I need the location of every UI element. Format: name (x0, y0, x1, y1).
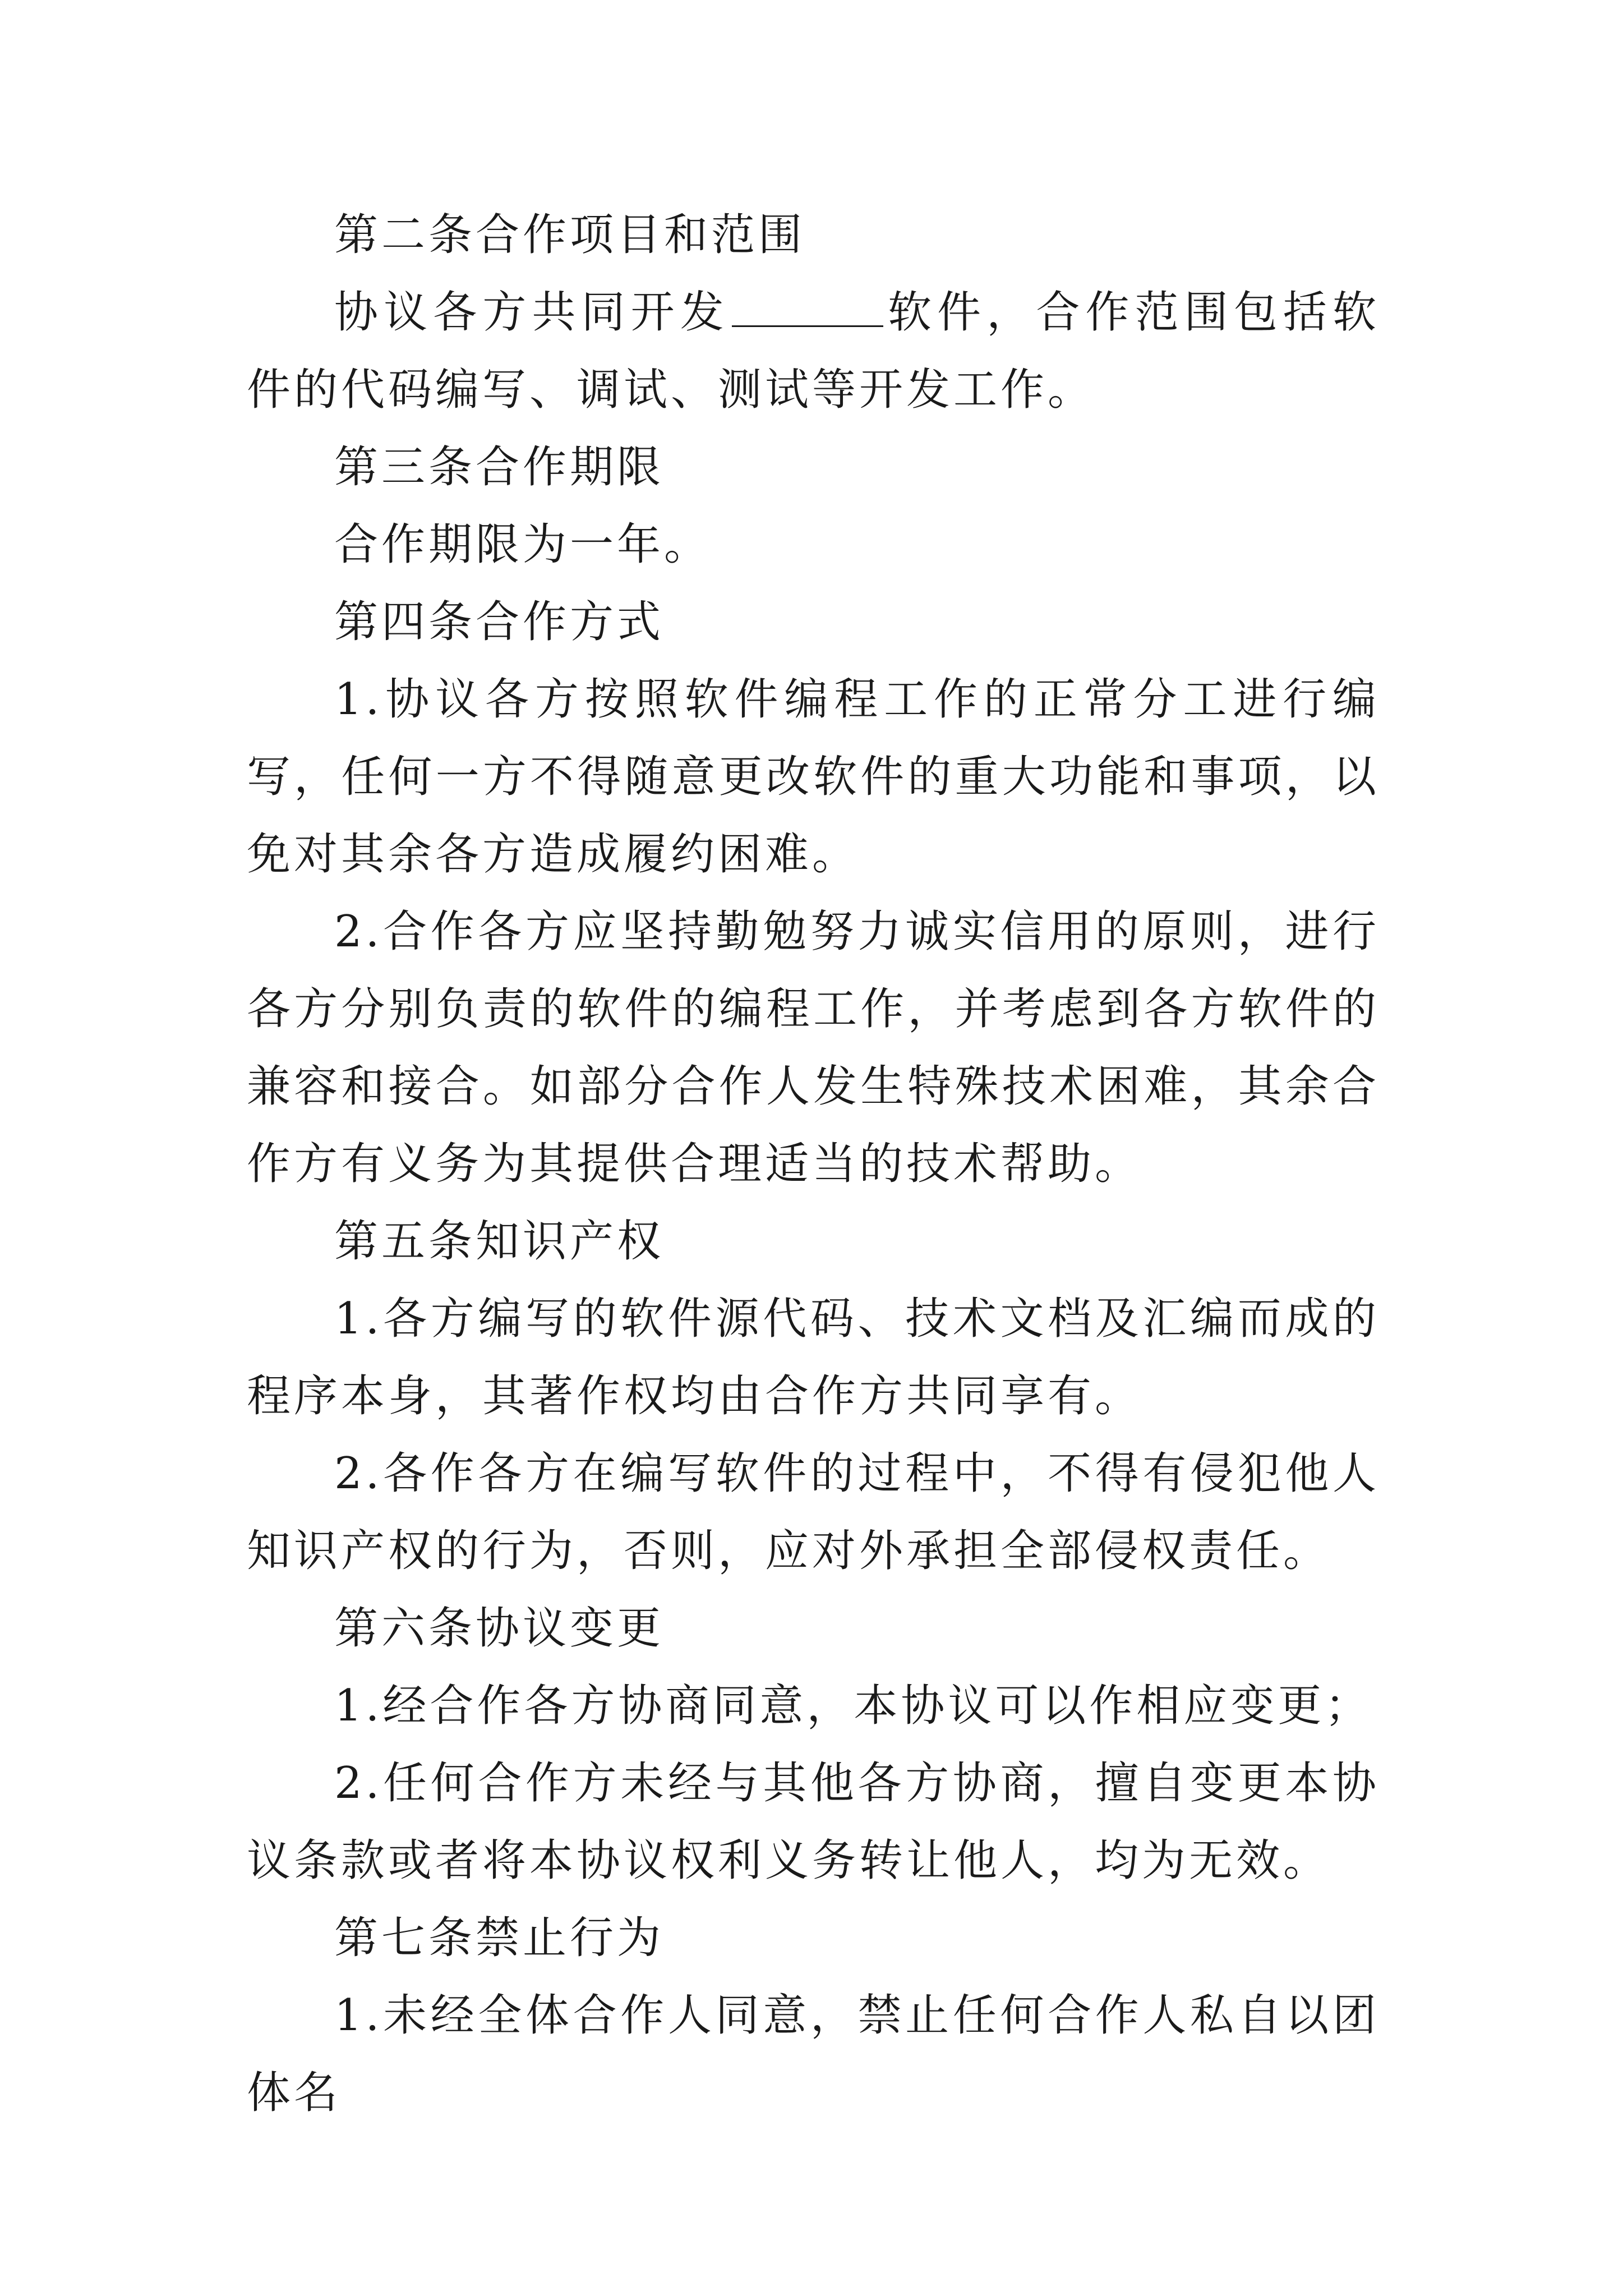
paragraph-clause: 1.各方编写的软件源代码、技术文档及汇编而成的程序本身，其著作权均由合作方共同享有。 (247, 1294, 1380, 1421)
section-heading-2: 第二条合作项目和范围 (334, 210, 806, 260)
paragraph-clause: 1.协议各方按照软件编程工作的正常分工进行编写，任何一方不得随意更改软件的重大功能和事项，以免对其余各方造成履约困难。 (247, 674, 1380, 880)
section-heading-4: 第四条合作方式 (334, 597, 665, 647)
paragraph-text: 软件，合作范围包括软件的代码编写、调试、测试等开发工作。 (247, 287, 1380, 415)
paragraph-clause: 2.任何合作方未经与其他各方协商，擅自变更本协议条款或者将本协议权利义务转让他人，均为无效。 (247, 1758, 1380, 1886)
section-heading-6: 第六条协议变更 (334, 1603, 665, 1654)
paragraph-clause: 2.各作各方在编写软件的过程中，不得有侵犯他人知识产权的行为，否则，应对外承担全部侵权责任。 (247, 1448, 1380, 1576)
paragraph-clause: 2.合作各方应坚持勤勉努力诚实信用的原则，进行各方分别负责的软件的编程工作，并考虑到各方软件的兼容和接合。如部分合作人发生特殊技术困难，其余合作方有义务为其提供合理适当的技术帮助。 (247, 907, 1380, 1189)
section-heading-7: 第七条禁止行为 (334, 1913, 665, 1963)
paragraph-term: 合作期限为一年。 (334, 519, 712, 570)
paragraph-project-scope (247, 274, 1380, 429)
section-heading-3: 第三条合作期限 (334, 442, 665, 493)
paragraph-text: 协议各方共同开发 (334, 287, 730, 338)
paragraph-clause: 1.经合作各方协商同意，本协议可以作相应变更； (334, 1681, 1372, 1731)
fill-in-blank (732, 288, 883, 327)
paragraph-clause: 1.未经全体合作人同意，禁止任何合作人私自以团体名 (247, 1990, 1380, 2118)
document-body (247, 196, 1380, 2132)
section-heading-5: 第五条知识产权 (334, 1216, 665, 1267)
